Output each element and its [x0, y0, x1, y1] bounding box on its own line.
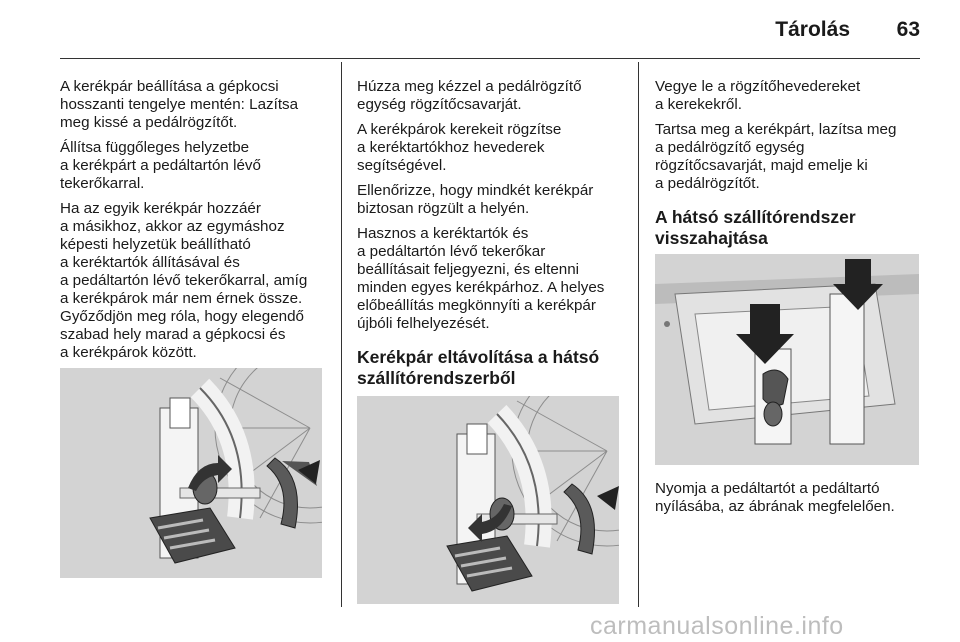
- page-section-title: Tárolás: [775, 18, 850, 41]
- column-3: [655, 78, 925, 261]
- column-divider-1: [341, 62, 342, 607]
- paragraph: Húzza meg kézzel a pedálrögzítő egység rögzítőcsavarját.: [357, 78, 582, 113]
- paragraph: Hasznos a keréktartók és a pedáltartón lévő tekerőkar beállításait feljegyezni, és eltenni minden egyes kerékpárhoz. A helyes előbeállítás megkönnyíti a kerékpár újbóli felhelyezését.: [357, 225, 605, 332]
- paragraph: Állítsa függőleges helyzetbe a kerékpárt a pedáltartón lévő tekerőkarral.: [60, 139, 261, 192]
- paragraph: Ha az egyik kerékpár hozzáér a másikhoz, akkor az egymáshoz képesti helyzetük beállítható a keréktartók állításával és a pedáltartón lévő tekerőkarral, amíg a kerékpárok már nem érnek össze. Győződjön meg róla, hogy elegendő szabad hely marad a gépkocsi és a kerékpárok között.: [60, 200, 308, 361]
- paragraph: A kerékpár beállítása a gépkocsi hosszanti tengelye mentén: Lazítsa meg kissé a pedálrögzítőt.: [60, 78, 299, 131]
- column-2: [357, 78, 632, 401]
- column-1: [60, 78, 335, 369]
- section-heading: Kerékpár eltávolítása a hátsó szállítórendszerből: [357, 347, 600, 388]
- paragraph: Tartsa meg a kerékpárt, lazítsa meg a pedálrögzítő egység rögzítőcsavarját, majd emelje ki a pedálrögzítőt.: [655, 121, 897, 192]
- header-divider: [60, 58, 920, 59]
- paragraph: A kerékpárok kerekeit rögzítse a keréktartókhoz hevederek segítségével.: [357, 121, 562, 174]
- section-heading: A hátsó szállítórendszer visszahajtása: [655, 207, 856, 248]
- paragraph: Vegye le a rögzítőhevedereket a kerekekről.: [655, 78, 861, 113]
- page-number: 63: [896, 18, 920, 41]
- illustration-fold-back-carrier: [655, 254, 919, 465]
- illustration-pedal-holder-adjust: [60, 368, 322, 578]
- column-divider-2: [638, 62, 639, 607]
- illustration-caption: Nyomja a pedáltartót a pedáltartó nyílásába, az ábrának megfelelően.: [655, 480, 895, 515]
- illustration-bike-removal: [357, 396, 619, 604]
- paragraph: Ellenőrizze, hogy mindkét kerékpár biztosan rögzült a helyén.: [357, 182, 594, 217]
- watermark: carmanualsonline.info: [590, 612, 844, 640]
- caption-block: [655, 480, 925, 523]
